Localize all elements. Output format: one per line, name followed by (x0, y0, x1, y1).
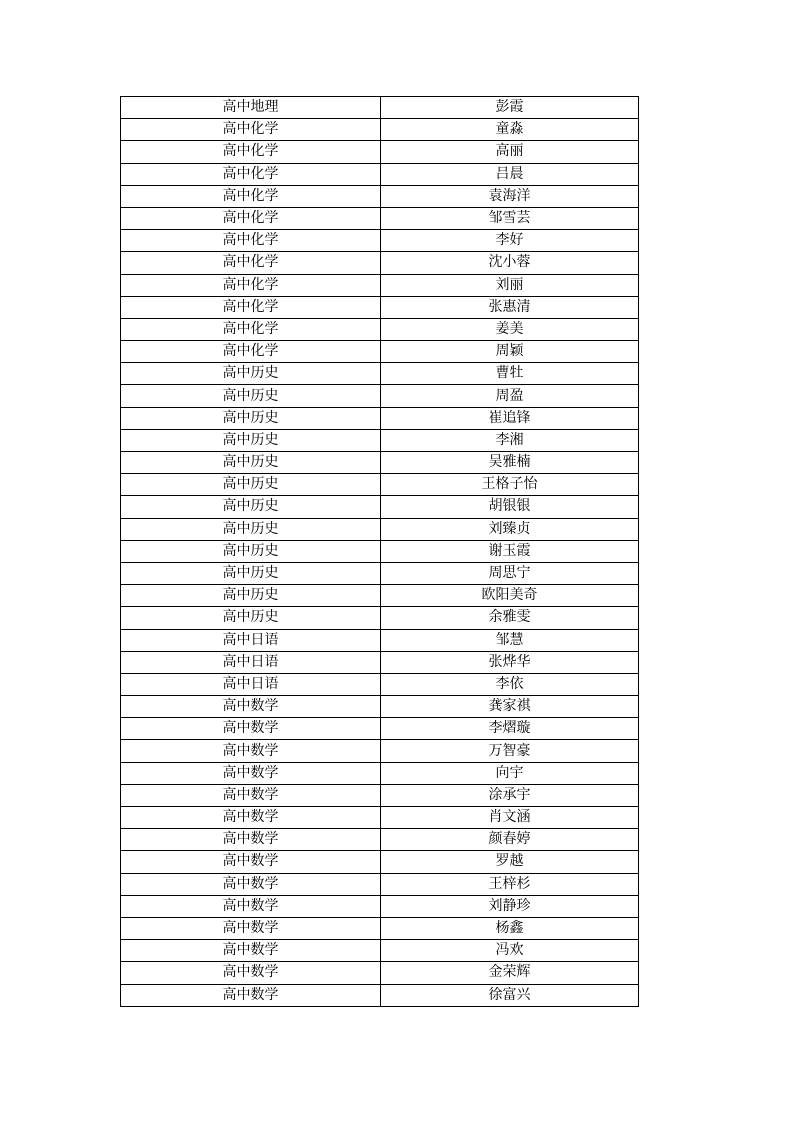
teacher-name-cell: 肖文涵 (381, 807, 639, 829)
table-row (121, 341, 639, 363)
table-row (121, 274, 639, 296)
teacher-name-cell: 邹雪芸 (381, 207, 639, 229)
table-row (121, 429, 639, 451)
subject-cell: 高中历史 (121, 363, 381, 385)
teacher-name-cell: 万智豪 (381, 740, 639, 762)
subject-cell: 高中数学 (121, 873, 381, 895)
table-row (121, 585, 639, 607)
table-row (121, 762, 639, 784)
table-row (121, 163, 639, 185)
teacher-name-cell: 周思宁 (381, 562, 639, 584)
teacher-name-cell: 罗越 (381, 851, 639, 873)
table-row (121, 895, 639, 917)
subject-cell: 高中数学 (121, 851, 381, 873)
subject-cell: 高中历史 (121, 407, 381, 429)
teacher-name-cell: 彭霞 (381, 97, 639, 119)
subject-cell: 高中化学 (121, 318, 381, 340)
teacher-name-cell: 徐富兴 (381, 984, 639, 1006)
table-row (121, 740, 639, 762)
teacher-name-cell: 刘静珍 (381, 895, 639, 917)
subject-cell: 高中历史 (121, 518, 381, 540)
table-row (121, 474, 639, 496)
table-row (121, 651, 639, 673)
teacher-name-cell: 姜美 (381, 318, 639, 340)
subject-cell: 高中数学 (121, 696, 381, 718)
subject-cell: 高中数学 (121, 784, 381, 806)
table-row (121, 917, 639, 939)
table-row (121, 318, 639, 340)
subject-cell: 高中数学 (121, 740, 381, 762)
table-row (121, 496, 639, 518)
teacher-name-cell: 袁海洋 (381, 185, 639, 207)
teacher-name-cell: 金荣辉 (381, 962, 639, 984)
table-row (121, 696, 639, 718)
teacher-name-cell: 崔追锋 (381, 407, 639, 429)
subject-cell: 高中数学 (121, 940, 381, 962)
table-row (121, 807, 639, 829)
subject-cell: 高中数学 (121, 962, 381, 984)
subject-cell: 高中地理 (121, 97, 381, 119)
table-row (121, 119, 639, 141)
teacher-name-cell: 高丽 (381, 141, 639, 163)
table-row (121, 97, 639, 119)
subject-cell: 高中数学 (121, 895, 381, 917)
subject-cell: 高中日语 (121, 629, 381, 651)
table-row (121, 385, 639, 407)
table-row (121, 851, 639, 873)
subject-cell: 高中数学 (121, 807, 381, 829)
table-row (121, 962, 639, 984)
teacher-name-cell: 周盈 (381, 385, 639, 407)
subject-cell: 高中数学 (121, 829, 381, 851)
table-row (121, 673, 639, 695)
teacher-name-cell: 李熠璇 (381, 718, 639, 740)
teacher-name-cell: 冯欢 (381, 940, 639, 962)
table-row (121, 141, 639, 163)
table-row (121, 607, 639, 629)
table-row (121, 562, 639, 584)
table-row (121, 629, 639, 651)
table-row (121, 873, 639, 895)
teacher-name-cell: 张惠清 (381, 296, 639, 318)
subject-cell: 高中化学 (121, 252, 381, 274)
subject-cell: 高中化学 (121, 296, 381, 318)
table-row (121, 784, 639, 806)
roster-table-body (121, 97, 639, 1007)
subject-cell: 高中历史 (121, 562, 381, 584)
roster-table (120, 96, 639, 1007)
teacher-name-cell: 谢玉霞 (381, 540, 639, 562)
teacher-name-cell: 刘臻贞 (381, 518, 639, 540)
subject-cell: 高中历史 (121, 429, 381, 451)
subject-cell: 高中数学 (121, 984, 381, 1006)
document-page (120, 96, 638, 1007)
table-row (121, 207, 639, 229)
subject-cell: 高中化学 (121, 230, 381, 252)
table-row (121, 296, 639, 318)
teacher-name-cell: 吕晨 (381, 163, 639, 185)
subject-cell: 高中化学 (121, 207, 381, 229)
table-row (121, 829, 639, 851)
subject-cell: 高中日语 (121, 673, 381, 695)
teacher-name-cell: 余雅雯 (381, 607, 639, 629)
table-row (121, 185, 639, 207)
table-row (121, 518, 639, 540)
table-row (121, 540, 639, 562)
table-row (121, 230, 639, 252)
teacher-name-cell: 李好 (381, 230, 639, 252)
teacher-name-cell: 王格子怡 (381, 474, 639, 496)
teacher-name-cell: 向宇 (381, 762, 639, 784)
teacher-name-cell: 杨鑫 (381, 917, 639, 939)
subject-cell: 高中历史 (121, 607, 381, 629)
teacher-name-cell: 刘丽 (381, 274, 639, 296)
subject-cell: 高中数学 (121, 718, 381, 740)
subject-cell: 高中历史 (121, 585, 381, 607)
teacher-name-cell: 王梓杉 (381, 873, 639, 895)
subject-cell: 高中历史 (121, 385, 381, 407)
subject-cell: 高中化学 (121, 141, 381, 163)
subject-cell: 高中历史 (121, 474, 381, 496)
table-row (121, 363, 639, 385)
subject-cell: 高中日语 (121, 651, 381, 673)
table-row (121, 718, 639, 740)
table-row (121, 407, 639, 429)
subject-cell: 高中历史 (121, 540, 381, 562)
subject-cell: 高中数学 (121, 762, 381, 784)
teacher-name-cell: 曹牡 (381, 363, 639, 385)
teacher-name-cell: 沈小蓉 (381, 252, 639, 274)
table-row (121, 984, 639, 1006)
subject-cell: 高中化学 (121, 119, 381, 141)
teacher-name-cell: 周颖 (381, 341, 639, 363)
teacher-name-cell: 童淼 (381, 119, 639, 141)
teacher-name-cell: 李湘 (381, 429, 639, 451)
teacher-name-cell: 欧阳美奇 (381, 585, 639, 607)
table-row (121, 252, 639, 274)
teacher-name-cell: 颜春婷 (381, 829, 639, 851)
teacher-name-cell: 邹慧 (381, 629, 639, 651)
teacher-name-cell: 龚家祺 (381, 696, 639, 718)
teacher-name-cell: 吴雅楠 (381, 452, 639, 474)
teacher-name-cell: 李依 (381, 673, 639, 695)
subject-cell: 高中化学 (121, 185, 381, 207)
subject-cell: 高中历史 (121, 496, 381, 518)
table-row (121, 452, 639, 474)
subject-cell: 高中化学 (121, 341, 381, 363)
teacher-name-cell: 胡银银 (381, 496, 639, 518)
subject-cell: 高中数学 (121, 917, 381, 939)
table-row (121, 940, 639, 962)
subject-cell: 高中化学 (121, 163, 381, 185)
subject-cell: 高中历史 (121, 452, 381, 474)
teacher-name-cell: 涂承宇 (381, 784, 639, 806)
subject-cell: 高中化学 (121, 274, 381, 296)
teacher-name-cell: 张烨华 (381, 651, 639, 673)
